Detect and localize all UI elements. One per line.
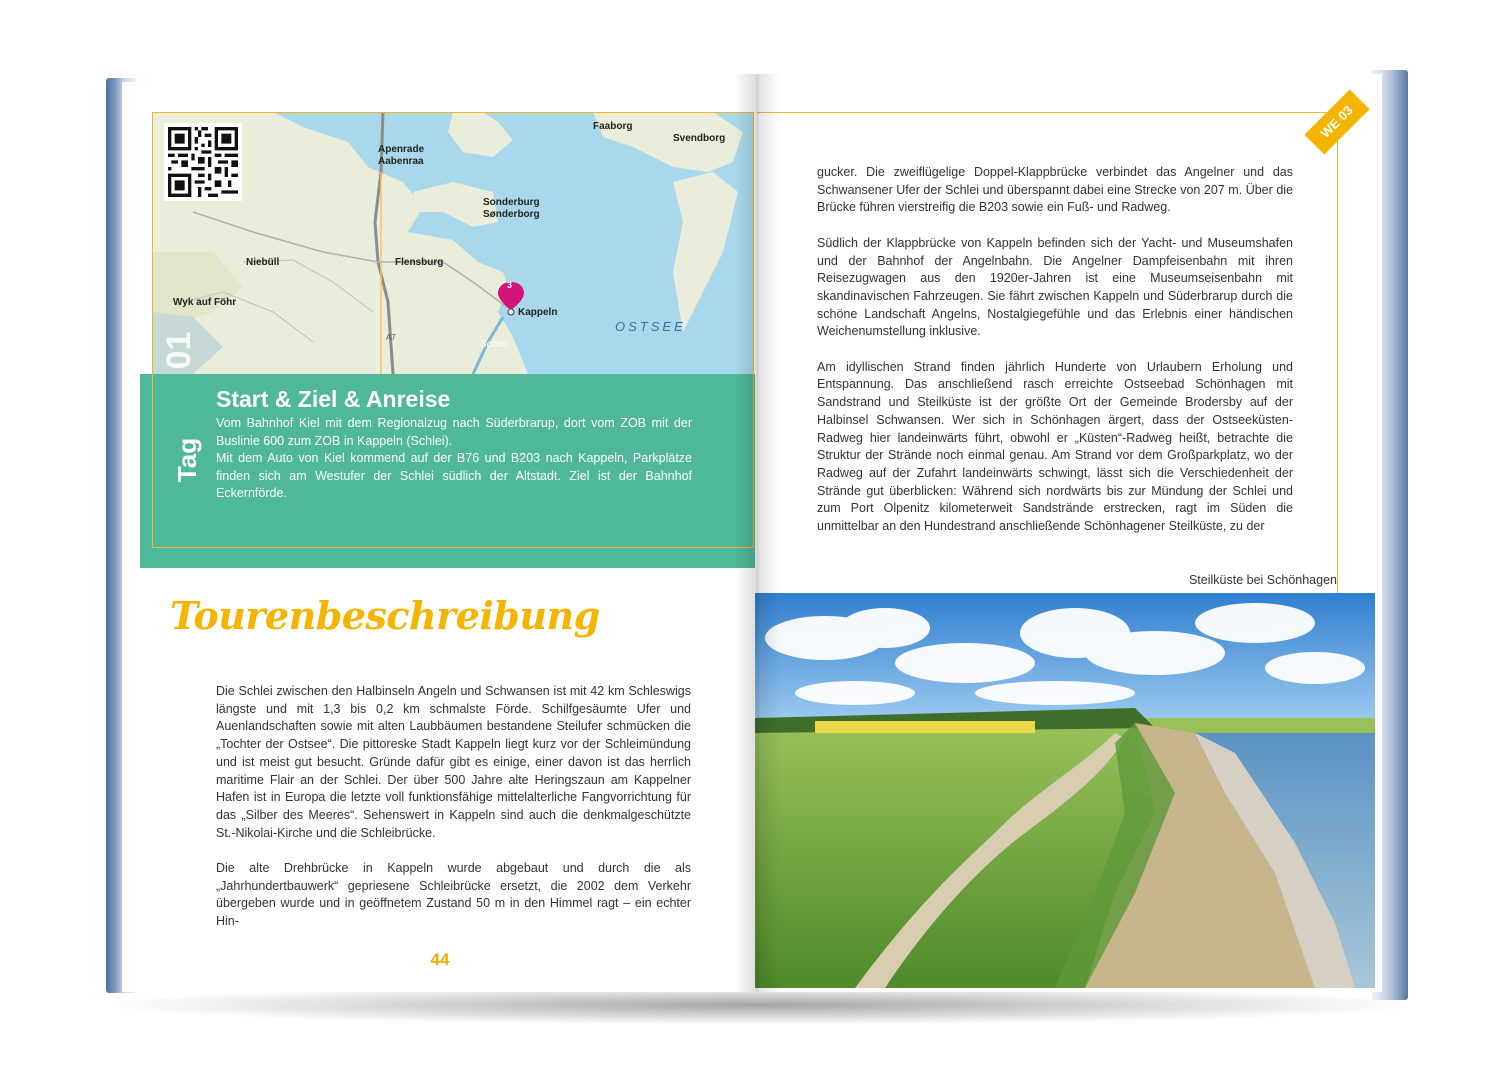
paragraph: Am idyllischen Strand finden jährlich Hunderte von Urlaubern Erholung und Entspannung. Das anschließend rasch erreichte Ostseebad Schönhagen mit Sandstrand und Steilküste ist der größte Ort der Gemeinde Brodersby auf der Halbinsel Schwansen. Wer sich in Schönhagen ärgert, dass der Ostseeküsten-Radweg hier landeinwärts führt, obwohl er „Küsten“-Radweg heißt, betrachte die Struktur der Strände noch einmal genau. Am Strand vor dem Großparkplatz, wo der Radweg auf der Zufahrt landeinwärts schwingt, lässt sich die Verschiedenheit der Strände gut überblicken: Während sich nordwärts bis zur Mündung der Schlei und zum Port Olpenitz kilometerweit Sandstrände erstrecken, ragt im Süden die unmittelbar an den Hundestrand anschließende Schönhagener Steilküste, zu der bbox=[817, 359, 1293, 534]
map-label-wyk: Wyk auf Föhr bbox=[173, 297, 237, 308]
info-box-text bbox=[216, 415, 692, 503]
route-map bbox=[153, 112, 753, 374]
paragraph: Die alte Drehbrücke in Kappeln wurde abgebaut und durch die als „Jahrhundertbauwerk“ gepriesene Schleibrücke ersetzt, die 2002 dem Verkehr übergeben wurde und in geöffnetem Zustand 50 m in den Himmel ragt – ein echter Hin- bbox=[216, 861, 691, 929]
map-label-sonderburg: Sonderburg bbox=[483, 197, 540, 208]
section-headline: Tourenbeschreibung bbox=[170, 593, 600, 638]
map-marker-number: 3 bbox=[507, 280, 513, 290]
map-label-sonderborg: Sønderborg bbox=[483, 209, 540, 220]
right-body-text bbox=[817, 164, 1293, 553]
map-label-schlei: Schlei bbox=[480, 339, 508, 350]
map-label-svendborg: Svendborg bbox=[673, 133, 726, 144]
qr-code-icon bbox=[168, 127, 238, 197]
map-label-apenrade: Apenrade bbox=[378, 144, 425, 155]
coast-photo-image bbox=[755, 593, 1375, 988]
map-sea-label: OSTSEE bbox=[615, 319, 686, 334]
photo-caption: Steilküste bei Schönhagen bbox=[1188, 573, 1337, 587]
map-label-aabenraa: Aabenraa bbox=[378, 156, 424, 167]
map-graphic bbox=[153, 112, 753, 374]
paragraph: Südlich der Klappbrücke von Kappeln befinden sich der Yacht- und Museumshafen und der Bahnhof der Angelnbahn. Die Angelner Dampfeisenbahn mit ihren Reisezugwagen aus den 1920er-Jahren ist eine Museumseisenbahn mit skandinavischen Fahrzeugen. Sie fährt zwischen Kappeln und Süderbrarup durch die schöne Landschaft Angelns, Nostalgiegefühle und das Erlebnis einer händischen Weichenumstellung inklusive. bbox=[817, 235, 1293, 339]
map-label-niebuell: Niebüll bbox=[246, 257, 280, 268]
left-body-text bbox=[216, 683, 691, 949]
paragraph: Die Schlei zwischen den Halbinseln Angeln und Schwansen ist mit 42 km Schleswigs längste und mit 1,3 bis 0,2 km schmalste Förde. Schilfgesäumte Ufer und Auenlandschaften sowie mit alten Laubbäumen bestandene Steilufer schmücken die „Tochter der Ostsee“. Die pittoreske Stadt Kappeln liegt kurz vor der Schleimündung und ist meist gut besucht. Gründe dafür gibt es einige, einer davon ist das herrlich maritime Flair an der Schlei. Der über 500 Jahre alte Heringszaun am Kappelner Hafen ist in Europa die letzte voll funktionsfähige mittelalterliche Fangvorrichtung für das „Silber des Meeres“. Sehenswert in Kappeln sind auch die denkmalgeschützte St.-Nikolai-Kirche und die Schleibrücke. bbox=[216, 684, 691, 840]
chapter-badge: WE 03 bbox=[1304, 89, 1369, 154]
info-box-title: Start & Ziel & Anreise bbox=[216, 386, 451, 412]
map-label-flensburg: Flensburg bbox=[395, 257, 444, 268]
info-box-paragraph: Vom Bahnhof Kiel mit dem Regionalzug nach Süderbrarup, dort vom ZOB mit der Buslinie 600 zum ZOB in Kappeln (Schlei). bbox=[216, 416, 692, 448]
map-label-faaborg: Faaborg bbox=[593, 121, 633, 132]
day-label: Tag bbox=[172, 437, 202, 483]
qr-code[interactable] bbox=[164, 123, 242, 201]
map-label-a7: A7 bbox=[386, 333, 396, 342]
page-number: 44 bbox=[430, 950, 450, 969]
map-label-kappeln: Kappeln bbox=[518, 307, 558, 318]
day-number: 01 bbox=[160, 331, 198, 370]
info-box-paragraph: Mit dem Auto von Kiel kommend auf der B76 und B203 nach Kappeln, Parkplätze finden sich am Westufer der Schlei südlich der Altstadt. Ziel ist der Bahnhof Eckernförde. bbox=[216, 451, 692, 501]
paragraph: gucker. Die zweiflügelige Doppel-Klappbrücke verbindet das Angelner und das Schwansener Ufer der Schlei und überspannt dabei eine Strecke von 207 m. Über die Brücke führen vierstreifig die B203 sowie ein Fuß- und Radweg. bbox=[817, 165, 1293, 215]
coast-photo bbox=[755, 593, 1375, 988]
